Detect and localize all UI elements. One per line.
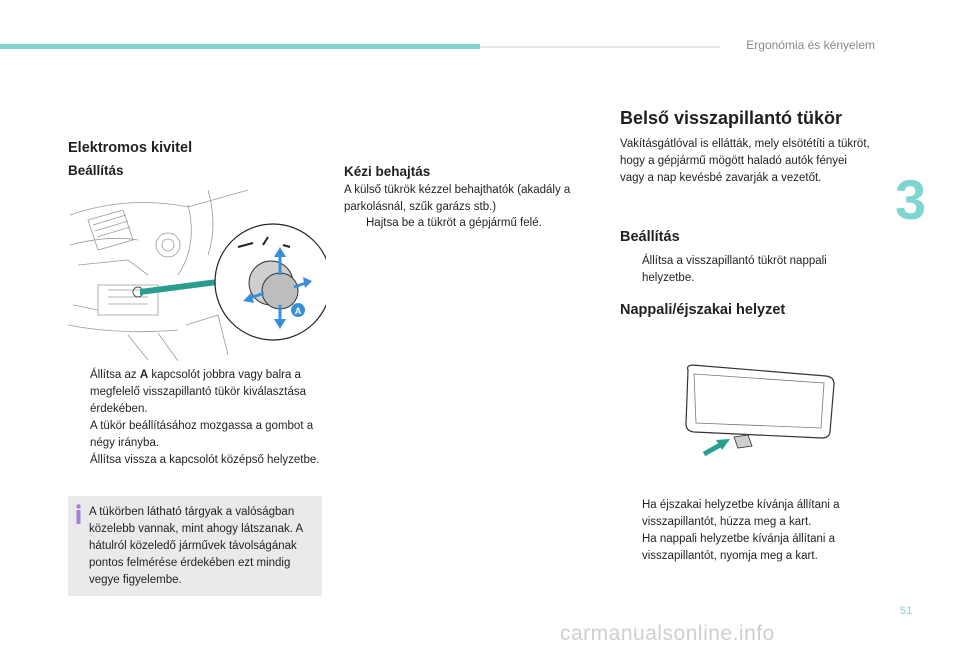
section-title-electric: Elektromos kivitel	[68, 140, 193, 156]
info-note	[68, 496, 322, 596]
list-item: Hajtsa be a tükröt a gépjármű felé.	[366, 217, 542, 229]
interior-mirror-intro: Vakításgátlóval is ellátták, mely elsötétíti a tükröt, hogy a gépjármű mögött haladó autók fényei vagy a nap kevésbé zavarják a vezetőt.	[620, 138, 870, 184]
mirror-switch-illustration	[68, 185, 326, 361]
section-title-interior-mirror: Belső visszapillantó tükör	[620, 108, 843, 128]
header-divider	[480, 46, 720, 48]
list-item: Állítsa a visszapillantó tükröt nappali helyzetbe.	[642, 255, 827, 284]
watermark: carmanualsonline.info	[560, 622, 775, 645]
chapter-title: Ergonómia és kényelem	[746, 38, 875, 52]
subsection-title-adjust: Beállítás	[68, 163, 124, 178]
list-item: Ha nappali helyzetbe kívánja állítani a visszapillantót, nyomja meg a kart.	[642, 533, 836, 562]
manual-fold-text: A külső tükrök kézzel behajthatók (akadály a parkolásnál, szűk garázs stb.)	[344, 184, 571, 213]
middle-steps-list	[344, 215, 594, 232]
list-item: A tükör beállításához mozgassa a gombot a négy irányba.	[90, 420, 314, 449]
list-item: Ha éjszakai helyzetbe kívánja állítani a visszapillantót, húzza meg a kart.	[642, 499, 840, 528]
header-accent-bar	[0, 44, 480, 49]
subsection-title-day-night: Nappali/éjszakai helyzet	[620, 302, 786, 318]
figure-label-a: A	[294, 306, 302, 316]
section-title-manual-fold: Kézi behajtás	[344, 164, 431, 179]
list-item: Állítsa vissza a kapcsolót középső helyzetbe.	[90, 454, 320, 466]
rearview-mirror-illustration	[676, 362, 840, 462]
left-steps-list	[68, 367, 322, 469]
list-item: Állítsa az A kapcsolót jobbra vagy balra a megfelelő visszapillantó tükör kiválasztása érdekében.	[90, 369, 307, 415]
adjust-steps-list	[620, 253, 870, 287]
info-icon	[74, 504, 83, 524]
subsection-title-adjust-right: Beállítás	[620, 229, 680, 245]
note-text: A tükörben látható tárgyak a valóságban közelebb vannak, mint ahogy látszanak. A hátulról közeledő járművek távolságának pontos felmérése érdekében ezt mindig vegye figyelembe.	[89, 506, 303, 586]
chapter-number: 3	[895, 168, 927, 231]
day-night-steps-list	[620, 497, 870, 565]
page-number: 51	[900, 605, 913, 617]
